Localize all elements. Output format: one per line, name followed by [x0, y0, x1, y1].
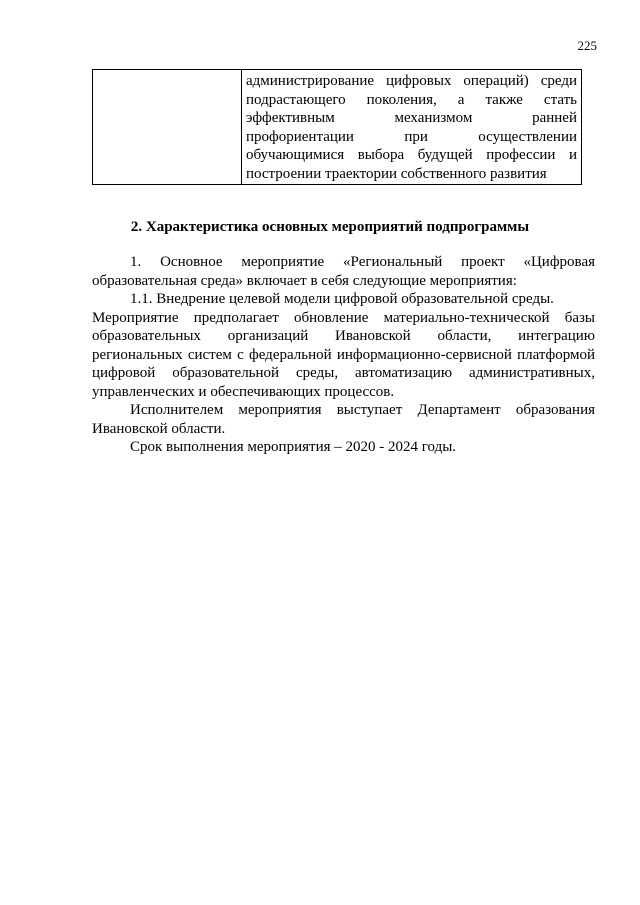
paragraph-line: региональных систем с федеральной информационно-сервисной платформой [92, 346, 595, 363]
paragraph-executor [92, 401, 595, 438]
table-cell-empty [93, 70, 242, 185]
paragraph-line: Срок выполнения мероприятия – 2020 - 2024 годы. [130, 439, 457, 455]
table-cell-line: эффективным механизмом ранней [246, 110, 577, 126]
paragraph-subactivity-title [92, 290, 595, 309]
table-cell-line: профориентации при осуществлении [246, 128, 577, 145]
paragraph-line: управленческих и обеспечивающих процессов. [92, 383, 395, 400]
section-heading: 2. Характеристика основных мероприятий подпрограммы [130, 219, 530, 235]
paragraph-line: образовательных организаций Ивановской области, интеграцию [92, 328, 595, 344]
table-cell-line: обучающимися выбора будущей профессии и [246, 147, 577, 163]
table-cell-line: построении траектории собственного развития [246, 165, 547, 182]
program-table-continuation [92, 69, 582, 185]
paragraph-line: 1. Основное мероприятие «Региональный проект «Цифровая [130, 254, 595, 270]
paragraph-subactivity-description [92, 309, 595, 402]
paragraph-main-activity [92, 253, 595, 290]
paragraph-line: образовательная среда» включает в себя следующие мероприятия: [92, 272, 517, 289]
paragraph-line: Исполнителем мероприятия выступает Департамент образования [130, 402, 595, 418]
table-cell-line: администрирование цифровых операций) среди [246, 73, 577, 89]
page-number: 225 [577, 38, 597, 53]
section-body [92, 253, 595, 457]
table-cell-line: подрастающего поколения, а также стать [246, 91, 577, 108]
paragraph-line: Ивановской области. [92, 420, 226, 437]
paragraph-line: Мероприятие предполагает обновление материально-технической базы [92, 309, 595, 326]
paragraph-line: 1.1. Внедрение целевой модели цифровой образовательной среды. [130, 291, 554, 307]
paragraph-timeline [92, 438, 595, 457]
table-row [93, 70, 582, 185]
paragraph-line: цифровой образовательной среды, автоматизацию административных, [92, 365, 595, 381]
table-cell-description [242, 70, 582, 185]
